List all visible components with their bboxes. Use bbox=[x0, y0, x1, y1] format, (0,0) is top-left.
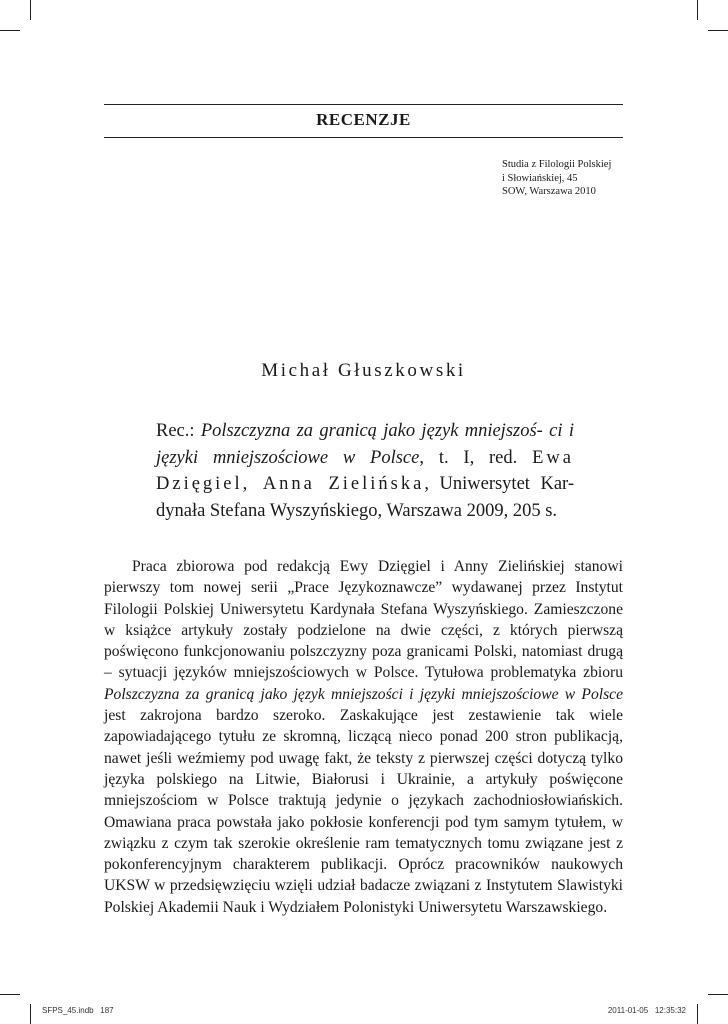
crop-mark-top-right-h bbox=[708, 30, 728, 31]
journal-info-line: i Słowiańskiej, 45 bbox=[502, 172, 578, 184]
crop-mark-bottom-left-h bbox=[0, 994, 20, 995]
crop-mark-bottom-left bbox=[30, 1004, 31, 1024]
crop-mark-top-left-h bbox=[0, 30, 20, 31]
citation-volume-editors-label: , t. I, red. bbox=[419, 447, 533, 468]
citation-prefix: Rec.: bbox=[156, 421, 201, 441]
header-rule-bottom bbox=[104, 137, 623, 138]
review-author: Michał Głuszkowski bbox=[261, 360, 466, 381]
crop-mark-bottom-right-h bbox=[708, 994, 728, 995]
section-title: RECENZJE bbox=[316, 110, 411, 129]
book-editors: Ewa Dzięgiel, Anna Zielińska bbox=[156, 447, 574, 494]
paragraph-text-start: Praca zbiorowa pod redakcją Ewy Dzięgiel i Anny Zielińskiej stanowi pierwszy tom nowej serii „Prace Językoznawcze” wydawanej przez Instytut Filologii Polskiej Uniwersytetu Kardynała Stefana Wyszyńskiego. Zamieszczone w książce artykuły zostały podzielone na dwie części, z których pierwszą poświęcono funkcjonowaniu polszczyzny poza granicami Polski, natomiast drugą – sytuacji języków mniejszościowych w Polsce. Tytułowa problematyka zbioru bbox=[104, 558, 623, 682]
publisher-part2: dynała Stefana Wyszyńskiego, Warszawa 2009, 205 s. bbox=[156, 500, 558, 521]
print-slug-timestamp: 2011-01-05 12:35:32 bbox=[607, 1006, 686, 1015]
print-slug-file: SFPS_45.indb 187 bbox=[42, 1006, 114, 1015]
review-paragraph bbox=[104, 556, 623, 918]
publisher-part1: , Uniwersytet Kar- bbox=[424, 474, 574, 494]
paragraph-italic-title: Polszczyzna za granicą jako język mniejszości i języki mniejszościowe w Polsce bbox=[104, 685, 623, 703]
crop-mark-top-left bbox=[30, 0, 31, 20]
review-citation bbox=[156, 418, 574, 524]
crop-mark-top-right bbox=[697, 0, 698, 20]
journal-info-line: Studia z Filologii Polskiej bbox=[502, 159, 612, 170]
journal-info-line: SOW, Warszawa 2010 bbox=[502, 186, 596, 197]
book-title-part2: ci i języki mniejszościowe w Polsce bbox=[156, 421, 574, 468]
crop-mark-bottom-right bbox=[697, 1004, 698, 1024]
journal-info bbox=[502, 158, 611, 199]
paragraph-text-end: jest zakrojona bardzo szeroko. Zaskakujące jest zestawienie tak wiele zapowiadającego tytułu ze skromną, liczącą nieco ponad 200 stron publikacją, nawet jeśli weźmiemy pod uwagę fakt, że teksty z pierwszej części dotyczą tylko języka polskiego na Litwie, Białorusi i Ukrainie, a artykuły poświęcone mniejszościom w Polsce traktują jedynie o językach zachodniosłowiańskich. Omawiana praca powstała jako pokłosie konferencji pod tym samym tytułem, w związku z czym tak szerokie określenie ram tematycznych tomu związane jest z pokonferencyjnym charakterem publikacji. Oprócz pracowników naukowych UKSW w przedsięwzięciu wzięli udział badacze związani z Instytutem Slawistyki Polskiej Akademii Nauk i Wydziałem Polonistyki Uniwersytetu Warszawskiego. bbox=[104, 707, 623, 916]
book-title-part1: Polszczyzna za granicą jako język mniejszoś- bbox=[200, 421, 543, 441]
header-rule-top bbox=[104, 104, 623, 105]
